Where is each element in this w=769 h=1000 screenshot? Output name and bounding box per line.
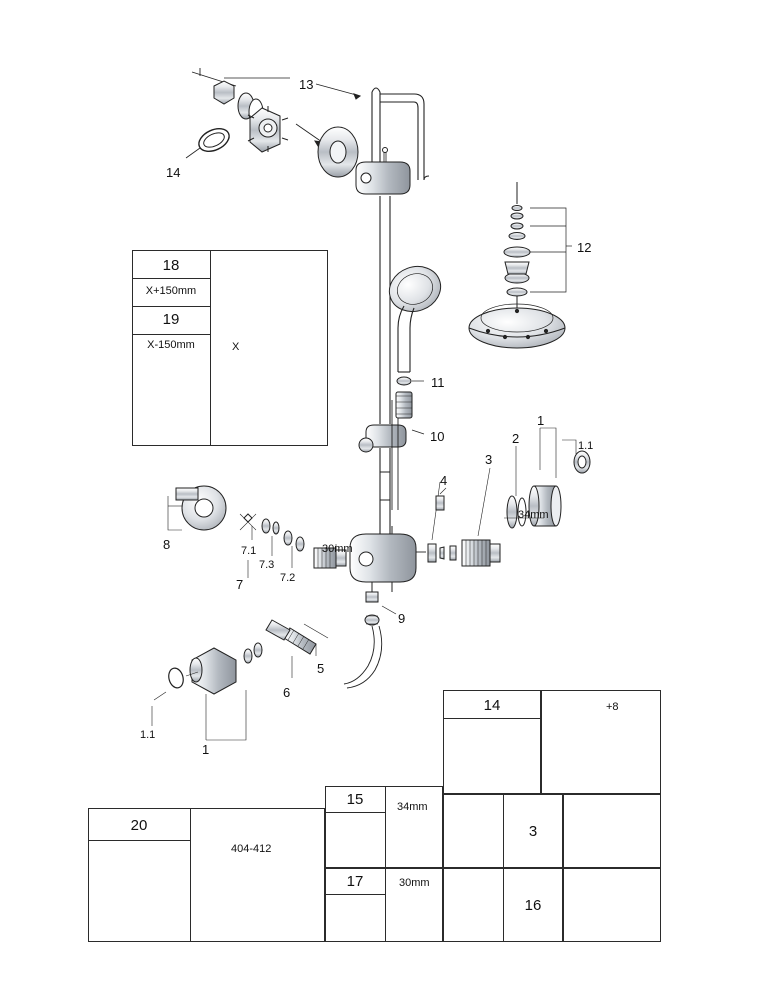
inset-15-split <box>385 786 386 942</box>
callout-3-mid: 3 <box>485 452 493 467</box>
inset-17-number: 17 <box>346 873 364 890</box>
inset-18-19-divider <box>210 250 211 446</box>
callout-6: 6 <box>283 685 291 700</box>
inset-box-3-icons <box>563 794 661 868</box>
dim-30mm-box17: 30mm <box>399 877 430 889</box>
inset-15-number: 15 <box>346 791 364 808</box>
callout-9: 9 <box>398 611 406 626</box>
inset-3-split <box>503 794 504 942</box>
inset-18-label-rule <box>132 278 210 279</box>
inset-box-16-icons <box>563 868 661 942</box>
inset-15-rule <box>325 812 385 813</box>
dim-30mm-main: 30mm <box>322 543 353 555</box>
inset-16-number: 16 <box>524 897 542 914</box>
callout-5: 5 <box>317 661 325 676</box>
callout-7-3: 7.3 <box>259 559 275 571</box>
callout-7: 7 <box>236 577 244 592</box>
inset-17-rule <box>325 894 385 895</box>
inset-14-rule <box>443 718 541 719</box>
callout-12: 12 <box>577 240 592 255</box>
callout-14: 14 <box>166 165 181 180</box>
dim-x: X <box>232 341 240 353</box>
inset-19-label-rule <box>132 306 210 307</box>
left-connector-chain <box>152 486 346 740</box>
callout-1-1-left: 1.1 <box>140 729 156 741</box>
callout-1-right: 1 <box>537 413 545 428</box>
inset-20-split <box>190 808 191 942</box>
inset-20-number: 20 <box>130 817 148 834</box>
thermostat-body-group <box>344 526 416 688</box>
right-connector-chain <box>416 428 590 566</box>
callout-7-1: 7.1 <box>241 545 257 557</box>
inset-19-sub-rule <box>132 334 210 335</box>
inset-20-rule <box>88 840 190 841</box>
inset-19-sublabel: X-150mm <box>147 339 195 351</box>
callout-2: 2 <box>512 431 520 446</box>
inset-14-number: 14 <box>483 697 501 714</box>
inset-18-number: 18 <box>162 257 180 274</box>
dim-404-412: 404-412 <box>231 843 272 855</box>
dim-34mm-box15: 34mm <box>397 801 428 813</box>
inset-18-sublabel: X+150mm <box>145 285 197 297</box>
dim-plus8: +8 <box>606 701 619 713</box>
part-13-group <box>186 68 360 177</box>
inset-3-number: 3 <box>528 823 538 840</box>
inset-19-number: 19 <box>162 311 180 328</box>
callout-10: 10 <box>430 429 445 444</box>
head-shower-group <box>424 176 572 348</box>
callout-13: 13 <box>299 77 314 92</box>
callout-4: 4 <box>440 473 448 488</box>
callout-8: 8 <box>163 537 171 552</box>
dim-34mm-main: 34mm <box>518 509 549 521</box>
callout-1-1-right: 1.1 <box>578 440 594 452</box>
callout-1-left: 1 <box>202 742 210 757</box>
callout-11: 11 <box>431 375 445 390</box>
inset-box-plus8 <box>541 690 661 794</box>
callout-7-2: 7.2 <box>280 572 296 584</box>
